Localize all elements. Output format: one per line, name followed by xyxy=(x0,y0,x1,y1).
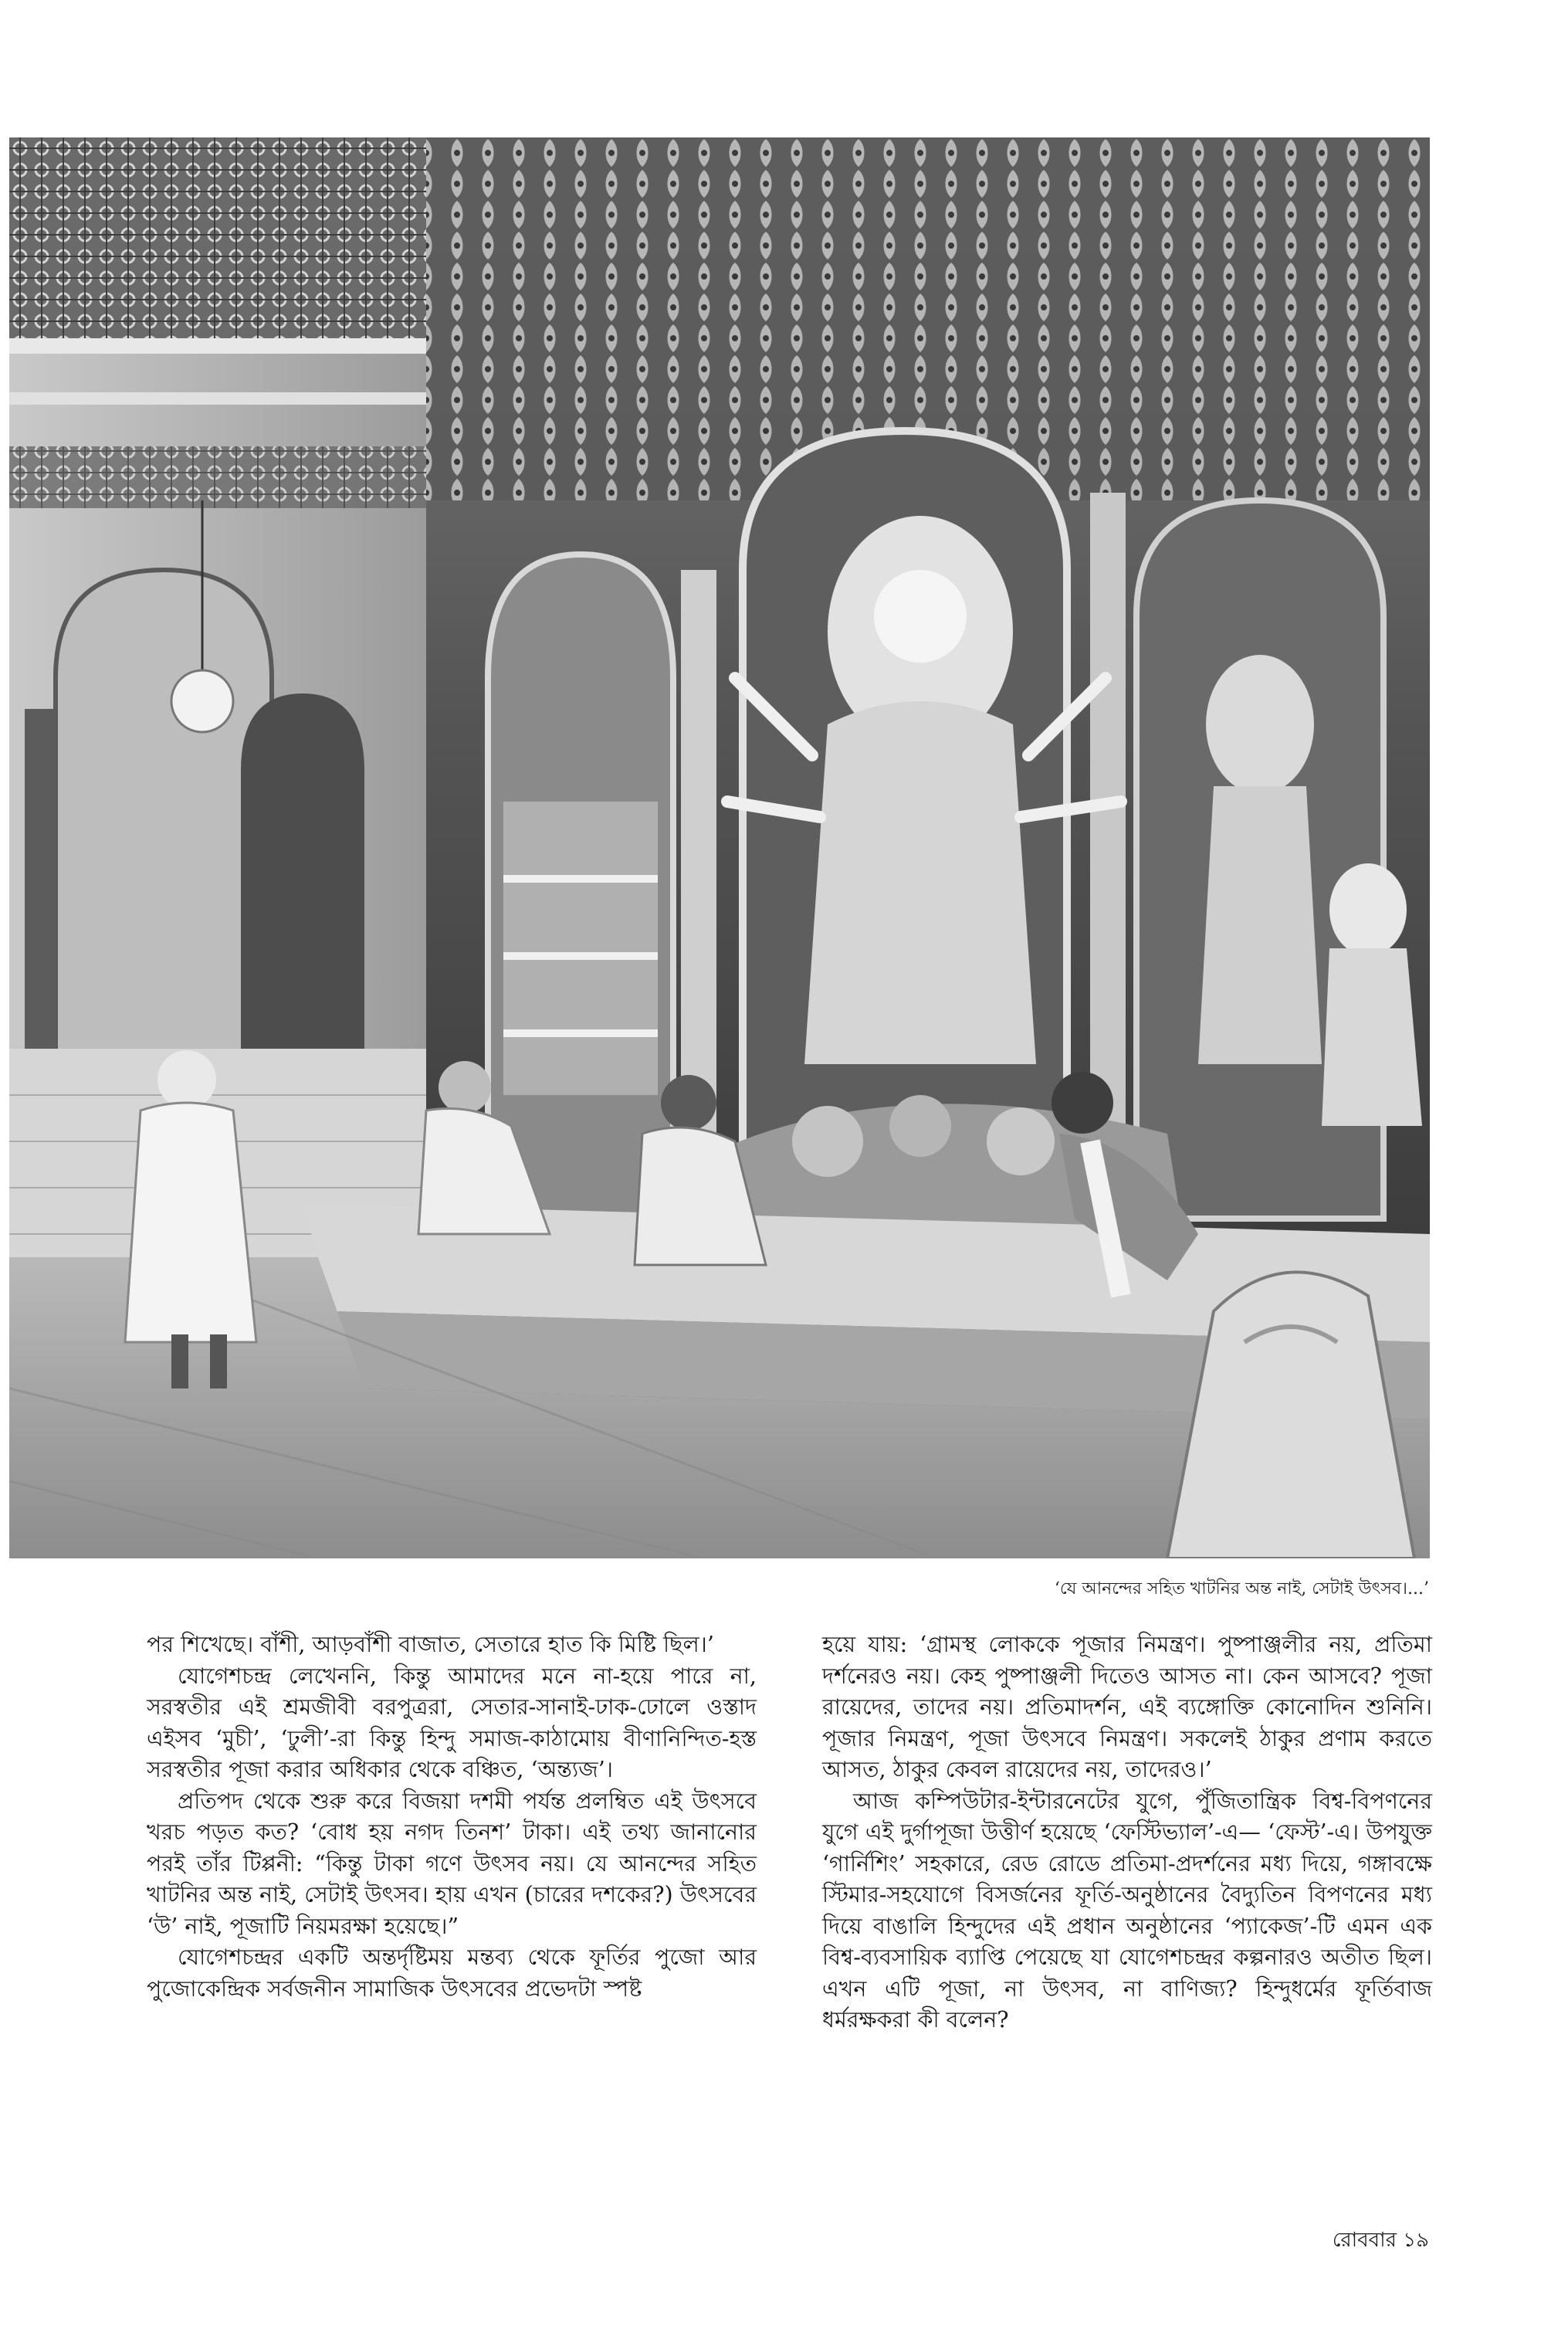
paragraph: যোগেশচন্দ্র লেখেননি, কিন্তু আমাদের মনে না-হয়ে পারে না, সরস্বতীর এই শ্রমজীবী বরপুত্ররা, সেতার-সানাই-ঢাক-ঢোলে ওস্তাদ এইসব ‘মুচী’, ‘ঢুলী’-রা কিন্তু হিন্দু সমাজ-কাঠামোয় বীণানিন্দিত-হস্ত সরস্বতীর পূজা করার অধিকার থেকে বঞ্চিত, ‘অন্ত্যজ’। xyxy=(147,1663,757,1782)
photo-caption: ‘যে আনন্দের সহিত খাটনির অন্ত নাই, সেটাই উৎসব।...’ xyxy=(1054,1579,1429,1599)
page-folio: রোববার ১৯ xyxy=(1332,2229,1429,2252)
article-right-column xyxy=(822,1629,1432,2036)
paragraph: প্রতিপদ থেকে শুরু করে বিজয়া দশমী পর্যন্ত প্রলম্বিত এই উৎসবে খরচ পড়ত কত? ‘বোধ হয় নগদ তিনশ’ টাকা। এই তথ্য জানানোর পরই তাঁর টিপ্পনী: “কিন্তু টাকা গণে উৎসব নয়। যে আনন্দের সহিত খাটনির অন্ত নাই, সেটাই উৎসব। হায় এখন (চারের দশকের?) উৎসবের ‘উ’ নাই, পূজাটি নিয়মরক্ষা হয়েছে।” xyxy=(147,1788,757,1939)
paragraph: হয়ে যায়: ‘গ্রামস্থ লোককে পূজার নিমন্ত্রণ। পুষ্পাঞ্জলীর নয়, প্রতিমা দর্শনেরও নয়। কেহ পুষ্পাঞ্জলী দিতেও আসত না। কেন আসবে? পূজা রায়েদের, তাদের নয়। প্রতিমাদর্শন, এই ব্যঙ্গোক্তি কোনোদিন শুনিনি। পূজার নিমন্ত্রণ, পূজা উৎসবে নিমন্ত্রণ। সকলেই ঠাকুর প্রণাম করতে আসত, ঠাকুর কেবল রায়েদের নয়, তাদেরও।’ xyxy=(822,1632,1432,1782)
photo-illustration xyxy=(9,137,1430,1558)
article-left-column xyxy=(147,1629,757,2005)
paragraph: আজ কম্পিউটার-ইন্টারনেটের যুগে, পুঁজিতান্ত্রিক বিশ্ব-বিপণনের যুগে এই দুর্গাপূজা উত্তীর্ণ হয়েছে ‘ফেস্টিভ্যাল’-এ— ‘ফেস্ট’-এ। উপযুক্ত ‘গার্নিশিং’ সহকারে, রেড রোডে প্রতিমা-প্রদর্শনের মধ্য দিয়ে, গঙ্গাবক্ষে স্টিমার-সহযোগে বিসর্জনের ফূর্তি-অনুষ্ঠানের বৈদ্যুতিন বিপণনের মধ্য দিয়ে বাঙালি হিন্দুদের এই প্রধান অনুষ্ঠানের ‘প্যাকেজ’-টি এমন এক বিশ্ব-ব্যবসায়িক ব্যাপ্তি পেয়েছে যা যোগেশচন্দ্রর কল্পনারও অতীত ছিল। এখন এটি পূজা, না উৎসব, না বাণিজ্য? হিন্দুধর্মের ফূর্তিবাজ ধর্মরক্ষকরা কী বলেন? xyxy=(822,1788,1432,2033)
paragraph: পর শিখেছে। বাঁশী, আড়বাঁশী বাজাত, সেতারে হাত কি মিষ্টি ছিল।’ xyxy=(147,1632,714,1657)
paragraph: যোগেশচন্দ্রর একটি অন্তর্দৃষ্টিময় মন্তব্য থেকে ফূর্তির পুজো আর পুজোকেন্দ্রিক সর্বজনীন সামাজিক উৎসবের প্রভেদটা স্পষ্ট xyxy=(147,1945,757,2002)
durga-puja-photograph xyxy=(9,137,1430,1558)
